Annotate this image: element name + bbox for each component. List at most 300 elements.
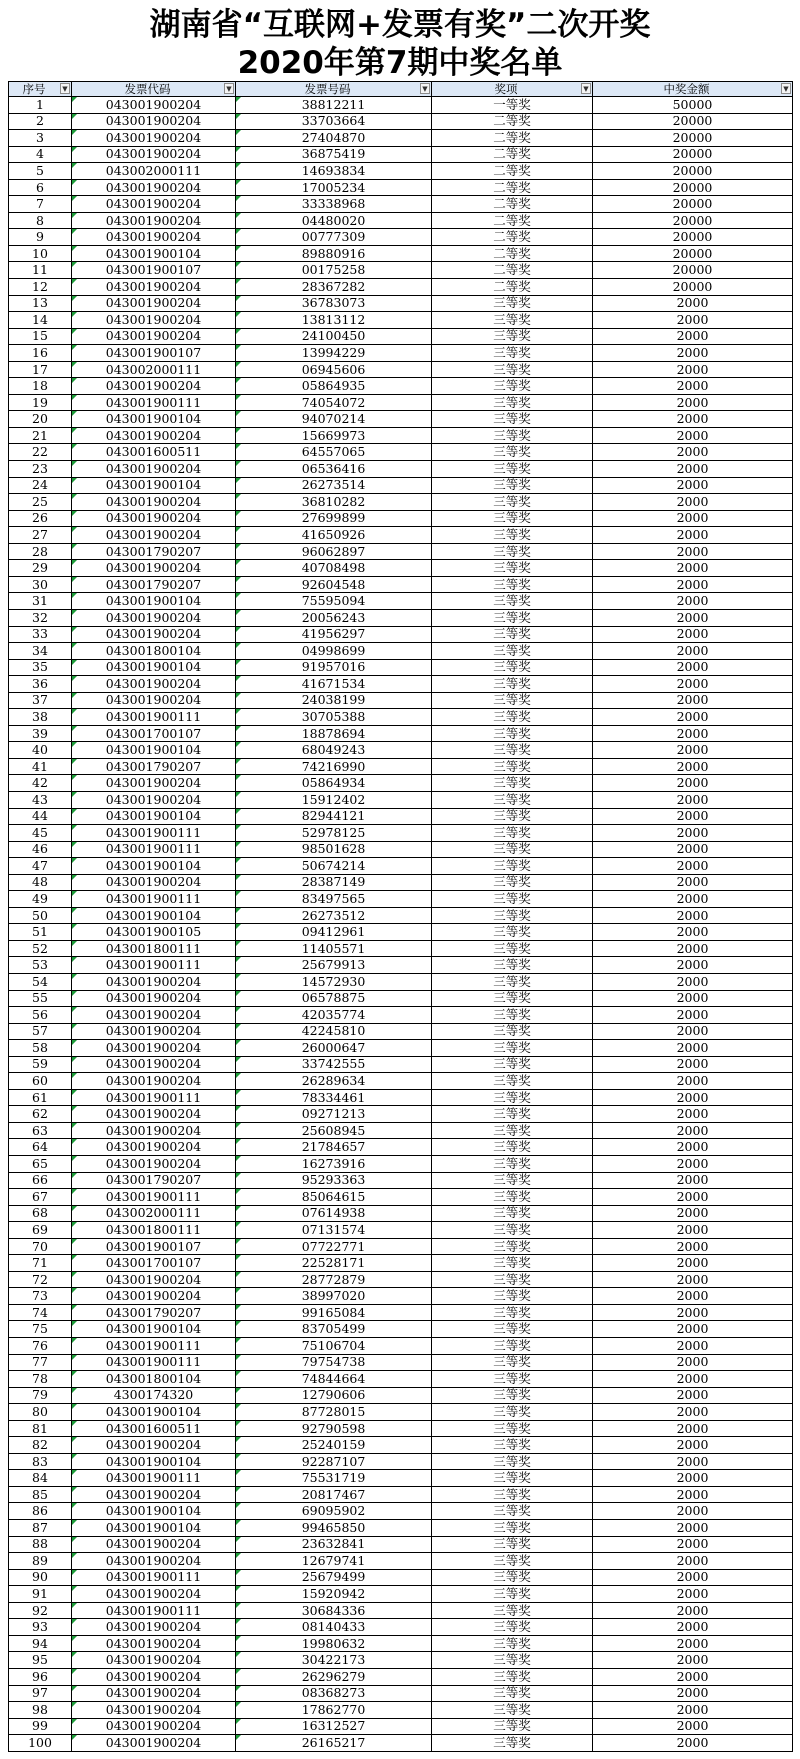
cell-prize-amount[interactable]: 2000 (593, 411, 793, 428)
cell-prize-amount[interactable]: 2000 (593, 1453, 793, 1470)
cell-prize-amount[interactable]: 2000 (593, 1089, 793, 1106)
cell-prize-amount[interactable]: 2000 (593, 1271, 793, 1288)
cell-invoice-code[interactable]: 043001900104 (72, 742, 236, 759)
cell-prize-level[interactable]: 三等奖 (432, 1668, 593, 1685)
cell-prize-level[interactable]: 三等奖 (432, 1586, 593, 1603)
cell-index[interactable]: 5 (9, 163, 72, 180)
cell-invoice-code[interactable]: 043001900204 (72, 229, 236, 246)
cell-invoice-number[interactable]: 50674214 (236, 858, 432, 875)
cell-invoice-number[interactable]: 33742555 (236, 1056, 432, 1073)
cell-index[interactable]: 89 (9, 1553, 72, 1570)
cell-invoice-code[interactable]: 043001900104 (72, 1520, 236, 1537)
cell-prize-level[interactable]: 三等奖 (432, 510, 593, 527)
cell-index[interactable]: 58 (9, 1040, 72, 1057)
cell-prize-amount[interactable]: 20000 (593, 196, 793, 213)
cell-index[interactable]: 91 (9, 1586, 72, 1603)
cell-index[interactable]: 84 (9, 1470, 72, 1487)
cell-invoice-number[interactable]: 36875419 (236, 146, 432, 163)
cell-index[interactable]: 7 (9, 196, 72, 213)
cell-invoice-number[interactable]: 05864935 (236, 378, 432, 395)
cell-invoice-code[interactable]: 043001900204 (72, 990, 236, 1007)
cell-invoice-code[interactable]: 043001900104 (72, 907, 236, 924)
cell-prize-amount[interactable]: 2000 (593, 1470, 793, 1487)
cell-prize-amount[interactable]: 2000 (593, 1007, 793, 1024)
cell-prize-amount[interactable]: 2000 (593, 510, 793, 527)
cell-invoice-code[interactable]: 043001900204 (72, 973, 236, 990)
cell-prize-amount[interactable]: 2000 (593, 791, 793, 808)
cell-invoice-number[interactable]: 96062897 (236, 543, 432, 560)
cell-invoice-code[interactable]: 043001900204 (72, 1156, 236, 1173)
cell-invoice-code[interactable]: 043001900104 (72, 808, 236, 825)
cell-prize-amount[interactable]: 2000 (593, 1304, 793, 1321)
cell-invoice-code[interactable]: 043001900104 (72, 659, 236, 676)
cell-prize-amount[interactable]: 2000 (593, 1635, 793, 1652)
cell-index[interactable]: 8 (9, 212, 72, 229)
cell-index[interactable]: 90 (9, 1569, 72, 1586)
cell-prize-amount[interactable]: 2000 (593, 973, 793, 990)
cell-prize-amount[interactable]: 2000 (593, 378, 793, 395)
cell-invoice-number[interactable]: 38997020 (236, 1288, 432, 1305)
cell-invoice-code[interactable]: 043001900204 (72, 328, 236, 345)
cell-prize-level[interactable]: 三等奖 (432, 775, 593, 792)
cell-invoice-number[interactable]: 00175258 (236, 262, 432, 279)
cell-invoice-code[interactable]: 043001900111 (72, 957, 236, 974)
cell-invoice-number[interactable]: 12790606 (236, 1387, 432, 1404)
cell-index[interactable]: 21 (9, 427, 72, 444)
cell-prize-level[interactable]: 三等奖 (432, 1056, 593, 1073)
cell-invoice-code[interactable]: 043001800104 (72, 643, 236, 660)
cell-invoice-code[interactable]: 043001900107 (72, 345, 236, 362)
cell-prize-amount[interactable]: 2000 (593, 1255, 793, 1272)
cell-prize-level[interactable]: 三等奖 (432, 1619, 593, 1636)
cell-index[interactable]: 54 (9, 973, 72, 990)
cell-prize-amount[interactable]: 2000 (593, 742, 793, 759)
cell-prize-amount[interactable]: 2000 (593, 1106, 793, 1123)
cell-index[interactable]: 30 (9, 576, 72, 593)
cell-invoice-number[interactable]: 15669973 (236, 427, 432, 444)
cell-invoice-number[interactable]: 04480020 (236, 212, 432, 229)
cell-index[interactable]: 68 (9, 1205, 72, 1222)
cell-prize-level[interactable]: 三等奖 (432, 924, 593, 941)
filter-dropdown-icon[interactable]: ▼ (224, 83, 234, 94)
cell-invoice-number[interactable]: 64557065 (236, 444, 432, 461)
cell-prize-level[interactable]: 三等奖 (432, 709, 593, 726)
cell-index[interactable]: 70 (9, 1238, 72, 1255)
cell-index[interactable]: 92 (9, 1602, 72, 1619)
cell-index[interactable]: 10 (9, 245, 72, 262)
cell-prize-level[interactable]: 三等奖 (432, 394, 593, 411)
cell-index[interactable]: 12 (9, 279, 72, 296)
cell-invoice-code[interactable]: 043001900104 (72, 1404, 236, 1421)
cell-invoice-code[interactable]: 043001900111 (72, 1602, 236, 1619)
cell-prize-amount[interactable]: 2000 (593, 1122, 793, 1139)
cell-invoice-number[interactable]: 26273514 (236, 477, 432, 494)
cell-prize-amount[interactable]: 2000 (593, 494, 793, 511)
cell-index[interactable]: 85 (9, 1486, 72, 1503)
cell-index[interactable]: 69 (9, 1222, 72, 1239)
cell-invoice-code[interactable]: 043001900104 (72, 477, 236, 494)
cell-invoice-number[interactable]: 33703664 (236, 113, 432, 130)
cell-invoice-number[interactable]: 85064615 (236, 1189, 432, 1206)
cell-invoice-number[interactable]: 38812211 (236, 97, 432, 114)
cell-prize-amount[interactable]: 2000 (593, 560, 793, 577)
cell-prize-amount[interactable]: 2000 (593, 758, 793, 775)
cell-invoice-number[interactable]: 25679913 (236, 957, 432, 974)
cell-index[interactable]: 59 (9, 1056, 72, 1073)
cell-index[interactable]: 81 (9, 1420, 72, 1437)
cell-invoice-number[interactable]: 30422173 (236, 1652, 432, 1669)
cell-prize-level[interactable]: 三等奖 (432, 1702, 593, 1719)
cell-invoice-number[interactable]: 06945606 (236, 361, 432, 378)
cell-prize-level[interactable]: 三等奖 (432, 411, 593, 428)
cell-prize-amount[interactable]: 2000 (593, 1553, 793, 1570)
cell-invoice-number[interactable]: 25679499 (236, 1569, 432, 1586)
cell-invoice-number[interactable]: 98501628 (236, 841, 432, 858)
cell-invoice-number[interactable]: 24100450 (236, 328, 432, 345)
cell-prize-level[interactable]: 三等奖 (432, 576, 593, 593)
cell-invoice-number[interactable]: 05864934 (236, 775, 432, 792)
cell-prize-amount[interactable]: 2000 (593, 1040, 793, 1057)
cell-invoice-code[interactable]: 043001900204 (72, 130, 236, 147)
cell-index[interactable]: 37 (9, 692, 72, 709)
cell-invoice-number[interactable]: 41956297 (236, 626, 432, 643)
cell-invoice-number[interactable]: 92604548 (236, 576, 432, 593)
cell-prize-level[interactable]: 三等奖 (432, 1304, 593, 1321)
cell-index[interactable]: 86 (9, 1503, 72, 1520)
cell-prize-amount[interactable]: 2000 (593, 543, 793, 560)
cell-invoice-code[interactable]: 043001900204 (72, 212, 236, 229)
cell-index[interactable]: 24 (9, 477, 72, 494)
cell-prize-amount[interactable]: 2000 (593, 957, 793, 974)
cell-prize-amount[interactable]: 2000 (593, 808, 793, 825)
cell-prize-level[interactable]: 三等奖 (432, 1371, 593, 1388)
cell-invoice-code[interactable]: 043001900204 (72, 279, 236, 296)
cell-prize-amount[interactable]: 20000 (593, 212, 793, 229)
cell-prize-amount[interactable]: 2000 (593, 394, 793, 411)
cell-invoice-number[interactable]: 75106704 (236, 1338, 432, 1355)
cell-index[interactable]: 75 (9, 1321, 72, 1338)
cell-invoice-code[interactable]: 043001900204 (72, 1437, 236, 1454)
cell-prize-level[interactable]: 三等奖 (432, 1536, 593, 1553)
cell-prize-level[interactable]: 三等奖 (432, 1007, 593, 1024)
cell-prize-level[interactable]: 二等奖 (432, 179, 593, 196)
cell-index[interactable]: 83 (9, 1453, 72, 1470)
cell-prize-level[interactable]: 三等奖 (432, 1139, 593, 1156)
cell-index[interactable]: 27 (9, 527, 72, 544)
cell-invoice-number[interactable]: 21784657 (236, 1139, 432, 1156)
cell-prize-level[interactable]: 三等奖 (432, 1569, 593, 1586)
cell-invoice-code[interactable]: 043001700107 (72, 1255, 236, 1272)
cell-prize-amount[interactable]: 2000 (593, 1652, 793, 1669)
cell-index[interactable]: 61 (9, 1089, 72, 1106)
cell-index[interactable]: 9 (9, 229, 72, 246)
cell-invoice-number[interactable]: 09412961 (236, 924, 432, 941)
cell-invoice-code[interactable]: 043001800104 (72, 1371, 236, 1388)
cell-invoice-code[interactable]: 043001900204 (72, 791, 236, 808)
cell-prize-amount[interactable]: 2000 (593, 1222, 793, 1239)
cell-prize-level[interactable]: 三等奖 (432, 543, 593, 560)
cell-invoice-number[interactable]: 52978125 (236, 825, 432, 842)
cell-invoice-code[interactable]: 043001900111 (72, 1338, 236, 1355)
cell-index[interactable]: 60 (9, 1073, 72, 1090)
cell-invoice-code[interactable]: 043001900104 (72, 593, 236, 610)
cell-invoice-code[interactable]: 043001900204 (72, 1288, 236, 1305)
cell-prize-level[interactable]: 三等奖 (432, 758, 593, 775)
cell-prize-level[interactable]: 三等奖 (432, 1106, 593, 1123)
cell-invoice-code[interactable]: 043001900204 (72, 1040, 236, 1057)
cell-prize-level[interactable]: 一等奖 (432, 97, 593, 114)
cell-invoice-code[interactable]: 043001900111 (72, 825, 236, 842)
cell-index[interactable]: 42 (9, 775, 72, 792)
cell-prize-level[interactable]: 三等奖 (432, 328, 593, 345)
cell-invoice-number[interactable]: 75595094 (236, 593, 432, 610)
cell-prize-level[interactable]: 三等奖 (432, 1470, 593, 1487)
cell-invoice-code[interactable]: 043001790207 (72, 1172, 236, 1189)
cell-prize-level[interactable]: 三等奖 (432, 1453, 593, 1470)
cell-index[interactable]: 74 (9, 1304, 72, 1321)
cell-prize-level[interactable]: 三等奖 (432, 609, 593, 626)
cell-index[interactable]: 57 (9, 1023, 72, 1040)
cell-prize-level[interactable]: 三等奖 (432, 461, 593, 478)
cell-invoice-code[interactable]: 043001900204 (72, 97, 236, 114)
cell-invoice-code[interactable]: 043001900204 (72, 1106, 236, 1123)
cell-prize-amount[interactable]: 2000 (593, 1139, 793, 1156)
cell-invoice-number[interactable]: 30705388 (236, 709, 432, 726)
cell-invoice-code[interactable]: 043001900111 (72, 1089, 236, 1106)
cell-prize-amount[interactable]: 20000 (593, 279, 793, 296)
cell-prize-amount[interactable]: 2000 (593, 1387, 793, 1404)
cell-prize-level[interactable]: 三等奖 (432, 1420, 593, 1437)
cell-index[interactable]: 29 (9, 560, 72, 577)
cell-index[interactable]: 100 (9, 1735, 72, 1752)
cell-prize-level[interactable]: 三等奖 (432, 1073, 593, 1090)
cell-index[interactable]: 93 (9, 1619, 72, 1636)
cell-prize-level[interactable]: 三等奖 (432, 1205, 593, 1222)
cell-invoice-code[interactable]: 043001900204 (72, 1652, 236, 1669)
cell-invoice-number[interactable]: 15912402 (236, 791, 432, 808)
cell-prize-level[interactable]: 三等奖 (432, 1222, 593, 1239)
cell-index[interactable]: 55 (9, 990, 72, 1007)
cell-invoice-code[interactable]: 043001900111 (72, 709, 236, 726)
cell-index[interactable]: 6 (9, 179, 72, 196)
cell-prize-level[interactable]: 三等奖 (432, 1404, 593, 1421)
cell-prize-amount[interactable]: 2000 (593, 1205, 793, 1222)
cell-invoice-code[interactable]: 043001900204 (72, 1635, 236, 1652)
cell-prize-amount[interactable]: 2000 (593, 907, 793, 924)
cell-prize-amount[interactable]: 2000 (593, 295, 793, 312)
cell-invoice-code[interactable]: 043001900204 (72, 1718, 236, 1735)
cell-index[interactable]: 72 (9, 1271, 72, 1288)
cell-index[interactable]: 16 (9, 345, 72, 362)
cell-prize-level[interactable]: 二等奖 (432, 262, 593, 279)
cell-prize-amount[interactable]: 2000 (593, 328, 793, 345)
cell-prize-level[interactable]: 三等奖 (432, 1321, 593, 1338)
cell-prize-level[interactable]: 三等奖 (432, 1635, 593, 1652)
cell-prize-amount[interactable]: 2000 (593, 990, 793, 1007)
cell-prize-level[interactable]: 三等奖 (432, 940, 593, 957)
cell-prize-level[interactable]: 三等奖 (432, 1602, 593, 1619)
cell-invoice-number[interactable]: 06578875 (236, 990, 432, 1007)
cell-prize-amount[interactable]: 2000 (593, 361, 793, 378)
cell-invoice-number[interactable]: 92287107 (236, 1453, 432, 1470)
cell-invoice-code[interactable]: 043001900204 (72, 609, 236, 626)
cell-invoice-code[interactable]: 043001900204 (72, 378, 236, 395)
cell-prize-level[interactable]: 三等奖 (432, 643, 593, 660)
cell-prize-level[interactable]: 二等奖 (432, 212, 593, 229)
cell-prize-level[interactable]: 二等奖 (432, 130, 593, 147)
cell-prize-level[interactable]: 二等奖 (432, 196, 593, 213)
cell-prize-level[interactable]: 三等奖 (432, 1271, 593, 1288)
cell-index[interactable]: 13 (9, 295, 72, 312)
cell-invoice-number[interactable]: 69095902 (236, 1503, 432, 1520)
cell-prize-amount[interactable]: 20000 (593, 130, 793, 147)
cell-prize-level[interactable]: 二等奖 (432, 229, 593, 246)
cell-invoice-code[interactable]: 043002000111 (72, 361, 236, 378)
cell-invoice-code[interactable]: 043001900204 (72, 1553, 236, 1570)
cell-invoice-code[interactable]: 043001900204 (72, 1271, 236, 1288)
cell-index[interactable]: 56 (9, 1007, 72, 1024)
cell-prize-amount[interactable]: 2000 (593, 725, 793, 742)
cell-invoice-code[interactable]: 043001900107 (72, 262, 236, 279)
cell-invoice-code[interactable]: 043001900204 (72, 775, 236, 792)
cell-prize-level[interactable]: 三等奖 (432, 1718, 593, 1735)
cell-prize-amount[interactable]: 2000 (593, 527, 793, 544)
cell-prize-level[interactable]: 二等奖 (432, 146, 593, 163)
cell-invoice-code[interactable]: 043001900111 (72, 891, 236, 908)
cell-invoice-code[interactable]: 043001900204 (72, 560, 236, 577)
cell-prize-amount[interactable]: 2000 (593, 891, 793, 908)
cell-invoice-code[interactable]: 043001900204 (72, 179, 236, 196)
cell-prize-amount[interactable]: 2000 (593, 312, 793, 329)
cell-invoice-number[interactable]: 08368273 (236, 1685, 432, 1702)
cell-invoice-code[interactable]: 043001900104 (72, 1503, 236, 1520)
cell-invoice-code[interactable]: 043001900204 (72, 1486, 236, 1503)
cell-index[interactable]: 87 (9, 1520, 72, 1537)
cell-prize-amount[interactable]: 2000 (593, 676, 793, 693)
cell-index[interactable]: 17 (9, 361, 72, 378)
cell-invoice-number[interactable]: 14693834 (236, 163, 432, 180)
cell-prize-amount[interactable]: 2000 (593, 1056, 793, 1073)
cell-prize-amount[interactable]: 2000 (593, 444, 793, 461)
cell-invoice-code[interactable]: 043001900204 (72, 1139, 236, 1156)
cell-prize-amount[interactable]: 20000 (593, 146, 793, 163)
cell-prize-level[interactable]: 三等奖 (432, 477, 593, 494)
cell-prize-level[interactable]: 二等奖 (432, 245, 593, 262)
cell-prize-amount[interactable]: 2000 (593, 1073, 793, 1090)
cell-index[interactable]: 11 (9, 262, 72, 279)
cell-prize-amount[interactable]: 2000 (593, 1338, 793, 1355)
filter-dropdown-icon[interactable]: ▼ (420, 83, 430, 94)
cell-invoice-number[interactable]: 92790598 (236, 1420, 432, 1437)
cell-invoice-number[interactable]: 26165217 (236, 1735, 432, 1752)
cell-invoice-number[interactable]: 28772879 (236, 1271, 432, 1288)
cell-prize-level[interactable]: 三等奖 (432, 626, 593, 643)
cell-prize-level[interactable]: 三等奖 (432, 742, 593, 759)
cell-invoice-number[interactable]: 27699899 (236, 510, 432, 527)
cell-prize-amount[interactable]: 20000 (593, 113, 793, 130)
cell-invoice-code[interactable]: 043001900204 (72, 1536, 236, 1553)
cell-prize-amount[interactable]: 2000 (593, 345, 793, 362)
cell-invoice-number[interactable]: 18878694 (236, 725, 432, 742)
cell-prize-amount[interactable]: 2000 (593, 461, 793, 478)
cell-index[interactable]: 94 (9, 1635, 72, 1652)
cell-prize-amount[interactable]: 2000 (593, 1668, 793, 1685)
filter-dropdown-icon[interactable]: ▼ (781, 83, 791, 94)
cell-invoice-number[interactable]: 27404870 (236, 130, 432, 147)
cell-index[interactable]: 18 (9, 378, 72, 395)
cell-prize-level[interactable]: 三等奖 (432, 1503, 593, 1520)
cell-prize-amount[interactable]: 2000 (593, 659, 793, 676)
cell-prize-amount[interactable]: 2000 (593, 1404, 793, 1421)
cell-invoice-number[interactable]: 87728015 (236, 1404, 432, 1421)
cell-index[interactable]: 23 (9, 461, 72, 478)
cell-prize-level[interactable]: 三等奖 (432, 1189, 593, 1206)
cell-prize-level[interactable]: 三等奖 (432, 1520, 593, 1537)
cell-invoice-number[interactable]: 33338968 (236, 196, 432, 213)
cell-invoice-code[interactable]: 043001800111 (72, 940, 236, 957)
cell-invoice-number[interactable]: 14572930 (236, 973, 432, 990)
cell-invoice-code[interactable]: 043001900111 (72, 841, 236, 858)
cell-invoice-code[interactable]: 043001900104 (72, 1453, 236, 1470)
cell-index[interactable]: 78 (9, 1371, 72, 1388)
cell-prize-amount[interactable]: 2000 (593, 1718, 793, 1735)
cell-prize-level[interactable]: 三等奖 (432, 378, 593, 395)
cell-prize-amount[interactable]: 2000 (593, 858, 793, 875)
cell-prize-amount[interactable]: 2000 (593, 1023, 793, 1040)
cell-index[interactable]: 52 (9, 940, 72, 957)
cell-invoice-code[interactable]: 043001900105 (72, 924, 236, 941)
cell-prize-level[interactable]: 三等奖 (432, 692, 593, 709)
cell-prize-amount[interactable]: 2000 (593, 1486, 793, 1503)
cell-index[interactable]: 88 (9, 1536, 72, 1553)
cell-prize-level[interactable]: 三等奖 (432, 1156, 593, 1173)
cell-prize-level[interactable]: 三等奖 (432, 676, 593, 693)
cell-invoice-code[interactable]: 043001790207 (72, 576, 236, 593)
cell-invoice-number[interactable]: 13813112 (236, 312, 432, 329)
cell-invoice-number[interactable]: 78334461 (236, 1089, 432, 1106)
cell-invoice-number[interactable]: 07614938 (236, 1205, 432, 1222)
cell-prize-level[interactable]: 三等奖 (432, 494, 593, 511)
cell-prize-level[interactable]: 二等奖 (432, 163, 593, 180)
cell-index[interactable]: 39 (9, 725, 72, 742)
cell-invoice-number[interactable]: 36783073 (236, 295, 432, 312)
cell-prize-amount[interactable]: 2000 (593, 1288, 793, 1305)
cell-invoice-number[interactable]: 16312527 (236, 1718, 432, 1735)
cell-prize-level[interactable]: 三等奖 (432, 444, 593, 461)
cell-prize-amount[interactable]: 2000 (593, 593, 793, 610)
cell-invoice-code[interactable]: 043001900204 (72, 527, 236, 544)
cell-index[interactable]: 36 (9, 676, 72, 693)
cell-invoice-code[interactable]: 043001900204 (72, 1023, 236, 1040)
cell-prize-level[interactable]: 三等奖 (432, 1089, 593, 1106)
cell-index[interactable]: 73 (9, 1288, 72, 1305)
cell-index[interactable]: 66 (9, 1172, 72, 1189)
cell-invoice-code[interactable]: 043001900204 (72, 626, 236, 643)
cell-index[interactable]: 79 (9, 1387, 72, 1404)
cell-invoice-code[interactable]: 043001900204 (72, 196, 236, 213)
cell-index[interactable]: 3 (9, 130, 72, 147)
cell-prize-level[interactable]: 三等奖 (432, 1338, 593, 1355)
cell-invoice-code[interactable]: 043001700107 (72, 725, 236, 742)
cell-prize-level[interactable]: 三等奖 (432, 312, 593, 329)
cell-invoice-number[interactable]: 95293363 (236, 1172, 432, 1189)
cell-prize-amount[interactable]: 2000 (593, 1536, 793, 1553)
cell-index[interactable]: 51 (9, 924, 72, 941)
cell-invoice-code[interactable]: 043001900204 (72, 1073, 236, 1090)
cell-prize-level[interactable]: 三等奖 (432, 295, 593, 312)
cell-index[interactable]: 15 (9, 328, 72, 345)
cell-index[interactable]: 41 (9, 758, 72, 775)
